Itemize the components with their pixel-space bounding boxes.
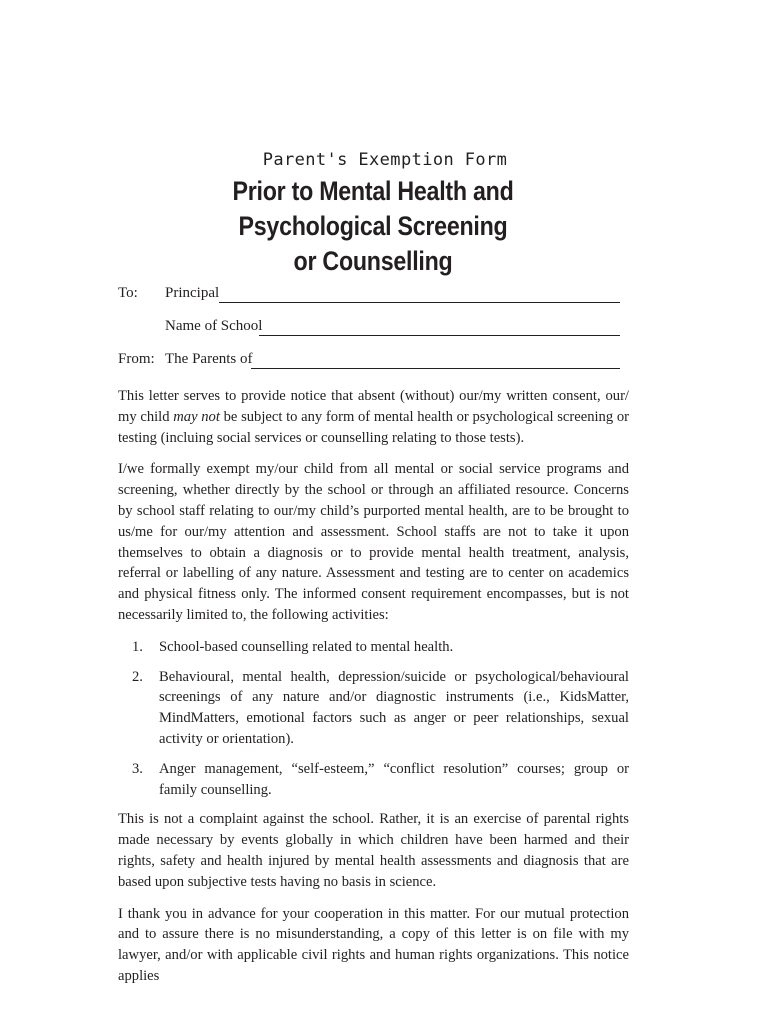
- list-item: [118, 759, 629, 801]
- paragraph-text: be subject to any form of mental health or psychological screening or testing (incluing social services or counselling relating to those tests).: [118, 408, 629, 446]
- to-prefix: To:: [118, 285, 138, 301]
- principal-row: [118, 285, 628, 307]
- principal-blank-line[interactable]: [219, 302, 620, 303]
- paragraph-text: This letter serves to provide notice that absent (without) our/my written consent, our/ my child: [118, 388, 629, 425]
- list-item-number: 1.: [132, 638, 143, 655]
- school-label: Name of School: [165, 318, 263, 334]
- paragraph-thanks: I thank you in advance for your cooperation in this matter. For our mutual protection and to assure there is no misunderstanding, a copy of this letter is on file with my lawyer, and/or with applicable civil rights and human rights organizations. This notice applies: [118, 905, 629, 984]
- list-item-text: School-based counselling related to mental health.: [159, 638, 454, 655]
- parents-row: [118, 351, 628, 373]
- paragraph-exemption: I/we formally exempt my/our child from all mental or social service programs and screening, whether directly by the school or through an affiliated resource. Concerns by school staff relating to our/my child’s purported mental health, are to be brought to us/me for our/my attention and assessment. School staffs are not to take it upon themselves to obtain a diagnosis or to provide mental health treatment, analysis, referral or labelling of any nature. Assessment and testing are to center on academics and physical fitness only. The informed consent requirement encompasses, but is not necessarily limited to, the following activities:: [118, 461, 629, 623]
- paragraph-notice: [118, 386, 629, 448]
- form-title: [52, 174, 694, 279]
- form-title-line: Psychological Screening: [238, 211, 508, 241]
- activities-list: [118, 637, 629, 801]
- school-blank-line[interactable]: [259, 335, 620, 336]
- school-row: [118, 318, 628, 340]
- parents-label: The Parents of: [165, 351, 253, 367]
- parents-blank-line[interactable]: [251, 368, 620, 369]
- list-item-text: Anger management, “self-esteem,” “conflict resolution” courses; group or family counselling.: [159, 760, 629, 798]
- list-item: [118, 637, 629, 658]
- paragraph-not-complaint: This is not a complaint against the school. Rather, it is an exercise of parental rights made necessary by events globally in which children have been harmed and their rights, safety and health injured by mental health assessments and diagnosis that are based upon subjective tests having no basis in science.: [118, 811, 629, 890]
- list-item: [118, 667, 629, 750]
- letter-body: [118, 386, 629, 998]
- form-subtitle: Parent's Exemption Form: [262, 150, 508, 170]
- principal-label: Principal: [165, 285, 220, 301]
- from-prefix: From:: [118, 351, 155, 367]
- form-title-line: Prior to Mental Health and: [232, 176, 514, 206]
- list-item-text: Behavioural, mental health, depression/suicide or psychological/behavioural screenings of any nature and/or diagnostic instruments (i.e., KidsMatter, MindMatters, emotional factors such as anger or peer relationships, sexual activity or orientation).: [159, 668, 629, 747]
- list-item-number: 3.: [132, 760, 143, 777]
- emphasis-text: may not: [173, 408, 220, 425]
- list-item-number: 2.: [132, 668, 143, 685]
- form-title-line: or Counselling: [293, 246, 453, 276]
